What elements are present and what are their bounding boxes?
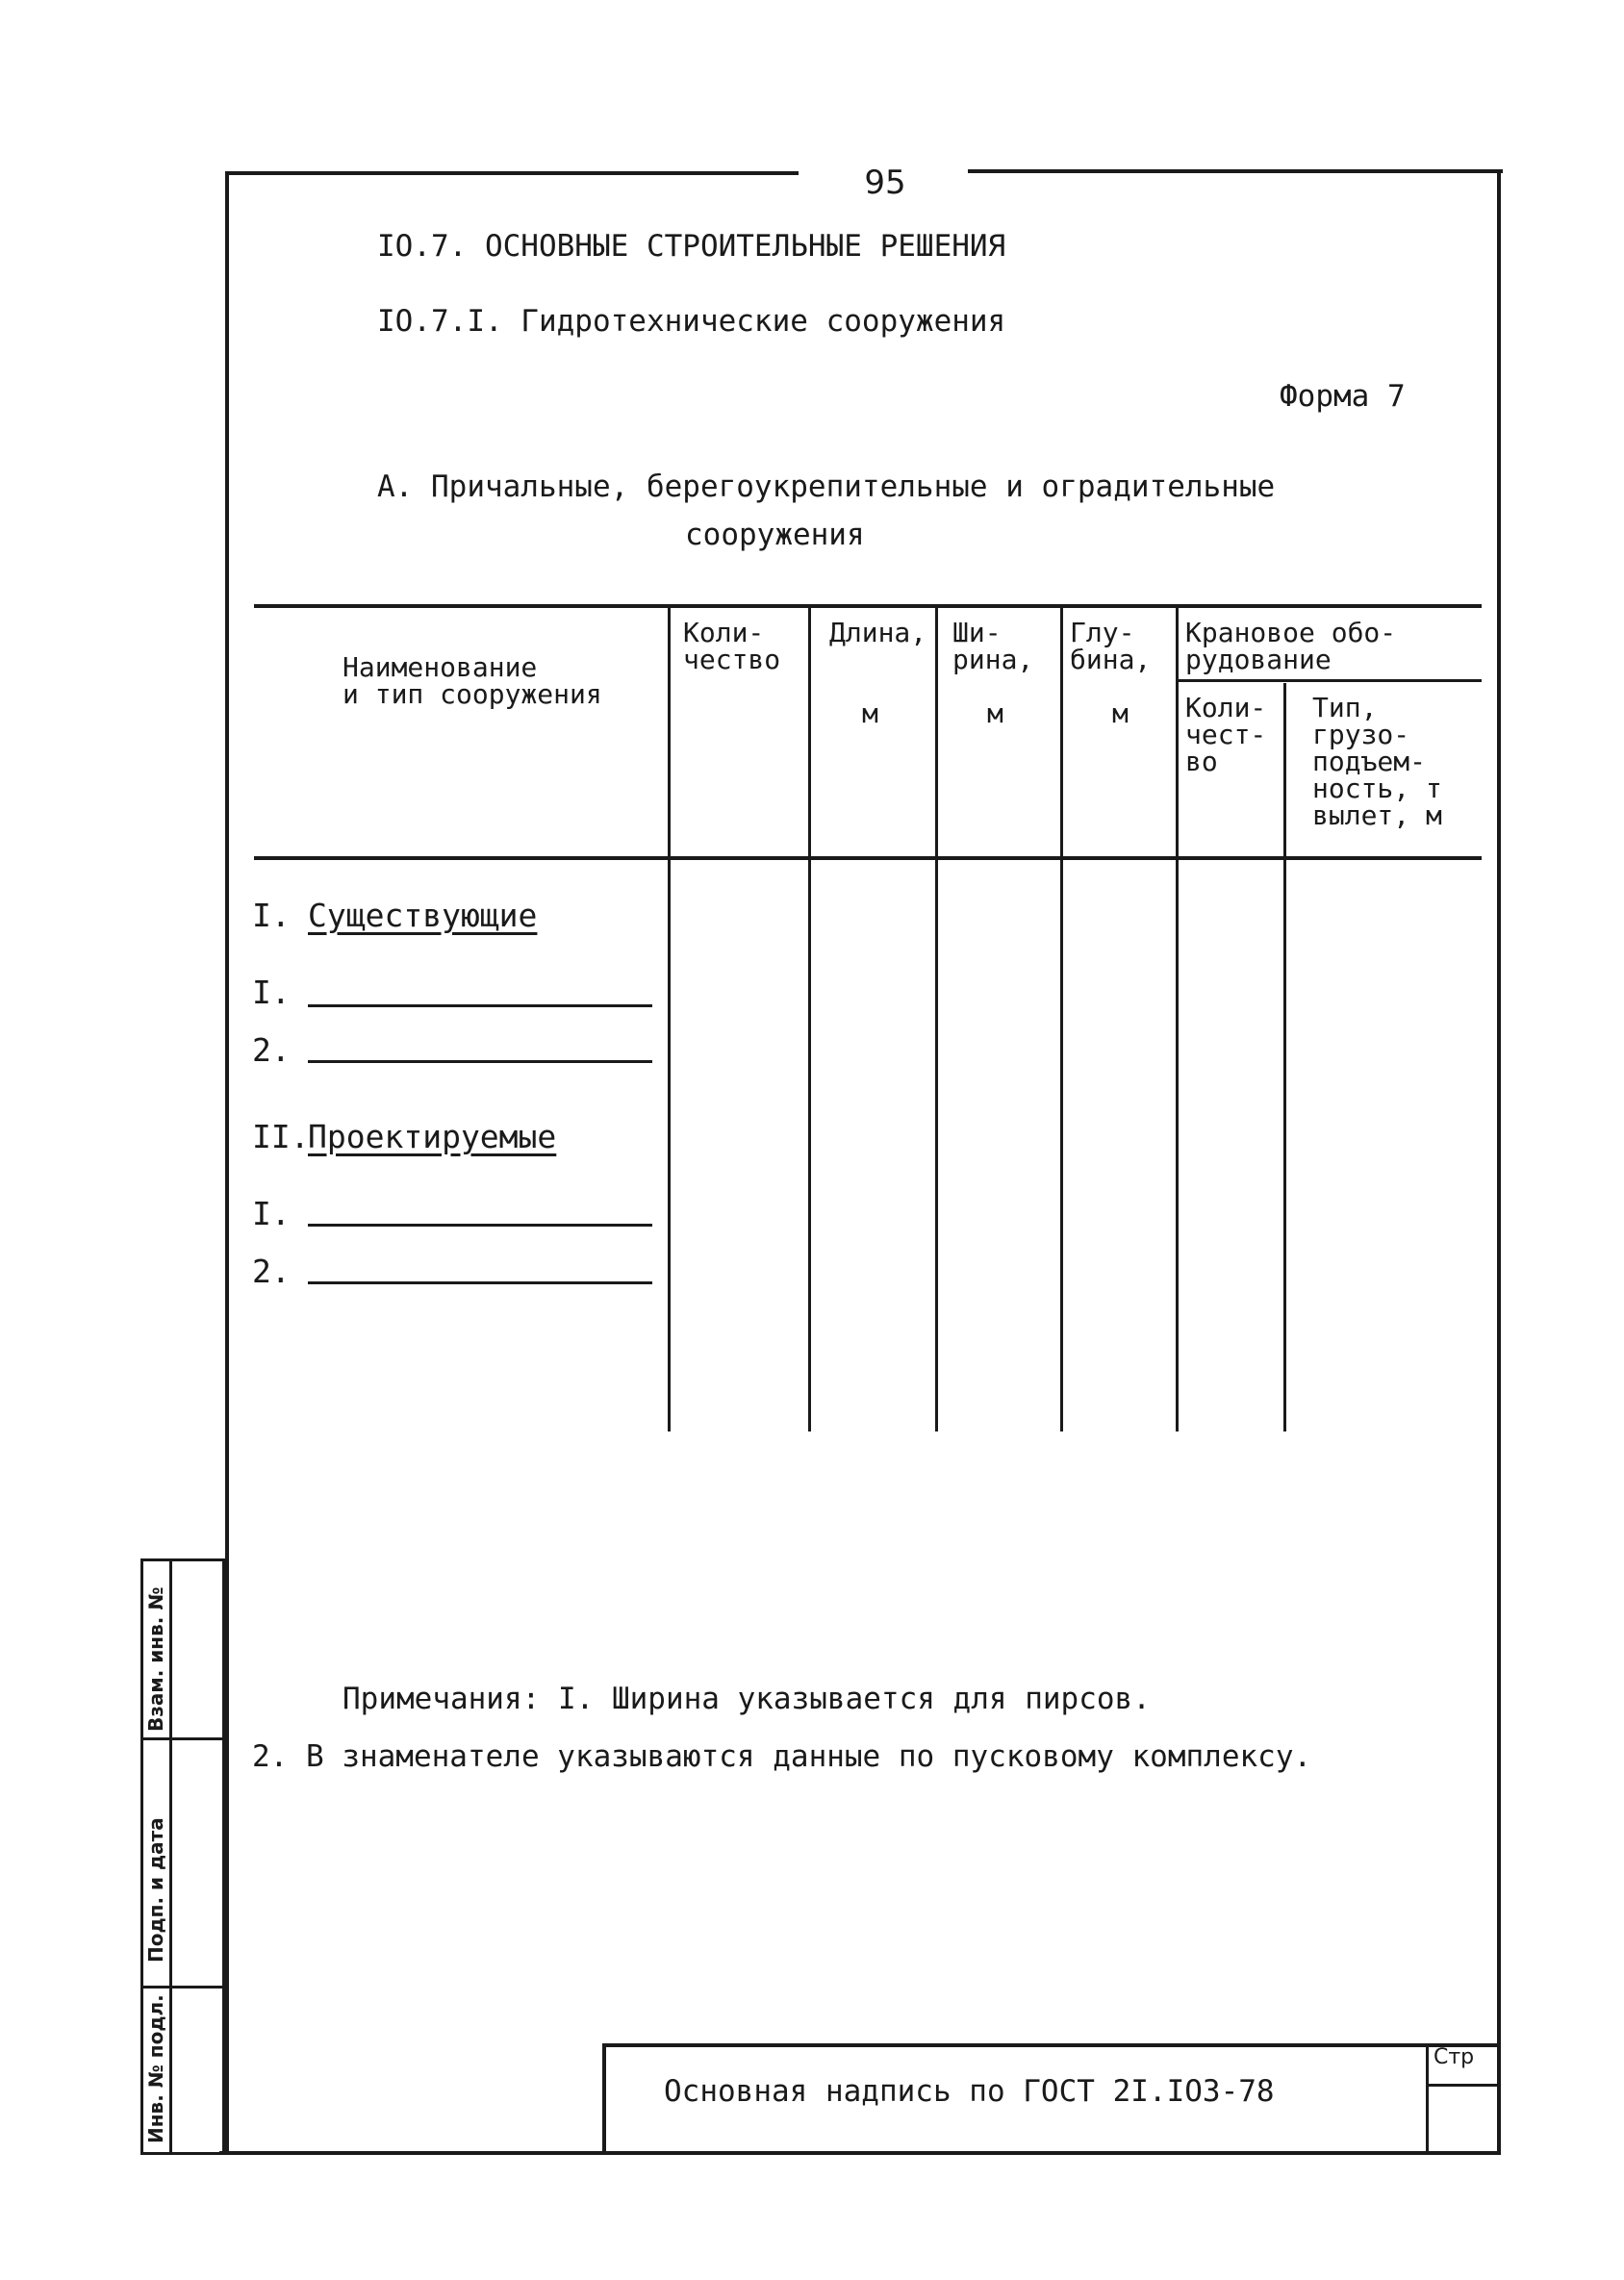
row-number: I. [252, 1195, 291, 1232]
header-count: Коли- чество [683, 617, 781, 675]
frame-right-border [1497, 169, 1501, 2153]
header-width: Ши- рина, [952, 617, 1034, 675]
header-name-type: Наименование и тип сооружения [343, 651, 602, 710]
stamp-strip-divider [169, 1558, 172, 2155]
header-depth: Глу- бина, [1070, 617, 1152, 675]
frame-top-border [968, 169, 1503, 173]
fill-in-line [308, 1224, 652, 1227]
fill-in-line [308, 1281, 652, 1284]
note-2: 2. В знаменателе указываются данные по пусковому комплексу. [252, 1739, 1312, 1774]
table-header-rule [254, 856, 1482, 860]
header-depth-unit: м [1112, 697, 1129, 729]
column-divider [668, 608, 671, 1431]
page-cell-label: Стр [1434, 2045, 1475, 2069]
header-crane-type: Тип, грузо- подъем- ность, т вылет, м [1312, 692, 1442, 831]
frame-left-border [225, 171, 229, 2155]
column-divider [935, 608, 938, 1431]
header-length-unit: м [862, 697, 878, 729]
header-width-unit: м [987, 697, 1003, 729]
page-number: 95 [864, 164, 906, 202]
section-title: IO.7. ОСНОВНЫЕ СТРОИТЕЛЬНЫЕ РЕШЕНИЯ [377, 229, 1006, 264]
table-title: А. Причальные, берегоукрепительные и оградительные [377, 469, 1276, 504]
stamp-inv-podl: Инв. № подл. [144, 1994, 167, 2143]
column-divider [1176, 608, 1179, 1431]
title-block-page-divider [1426, 2084, 1499, 2087]
subsection-title: IO.7.I. Гидротехнические сооружения [377, 304, 1006, 339]
header-crane-count: Коли- чест- во [1185, 692, 1267, 777]
row-number: 2. [252, 1253, 291, 1290]
row-number: I. [252, 974, 291, 1011]
frame-top-border [227, 171, 799, 175]
note-1: Примечания: I. Ширина указывается для пирсов. [343, 1682, 1151, 1716]
group-label-planned: Проектируемые [308, 1118, 557, 1155]
table-top-rule [254, 604, 1482, 608]
group-label-existing: Существующие [308, 897, 538, 934]
group-number: I. [252, 897, 291, 934]
group-number: II. [252, 1118, 310, 1155]
fill-in-line [308, 1060, 652, 1063]
stamp-strip-divider [140, 1737, 225, 1740]
column-divider [808, 608, 811, 1431]
frame-bottom-border [219, 2151, 604, 2155]
table-title-continuation: сооружения [685, 518, 865, 552]
fill-in-line [308, 1004, 652, 1007]
title-block-text: Основная надпись по ГОСТ 2I.IO3-78 [664, 2074, 1275, 2109]
column-divider [1283, 683, 1286, 1431]
stamp-strip-divider [140, 1986, 225, 1989]
stamp-podp-data: Подп. и дата [144, 1817, 167, 1963]
form-label: Форма 7 [1280, 379, 1406, 414]
row-number: 2. [252, 1031, 291, 1069]
header-length: Длина, [829, 617, 927, 648]
header-crane-equipment: Крановое обо- рудование [1185, 617, 1397, 675]
stamp-inv-vzam: Взам. инв. № [144, 1586, 167, 1732]
crane-subheader-rule [1176, 679, 1482, 682]
column-divider [1060, 608, 1063, 1431]
